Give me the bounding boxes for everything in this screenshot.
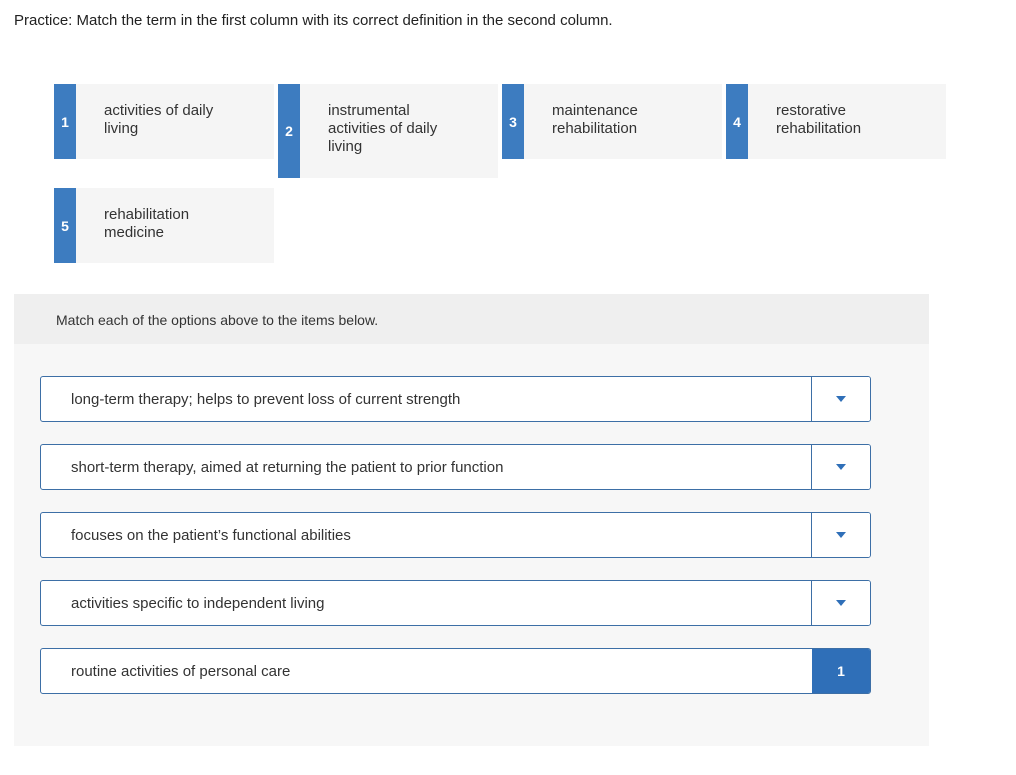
match-row-5 bbox=[40, 648, 871, 694]
match-statement: activities specific to independent living bbox=[71, 594, 325, 612]
option-card-1[interactable] bbox=[54, 84, 274, 159]
option-number: 2 bbox=[278, 84, 300, 178]
match-dropdown[interactable] bbox=[811, 377, 870, 421]
match-statement: long-term therapy; helps to prevent loss of current strength bbox=[71, 390, 461, 408]
match-row-1 bbox=[40, 376, 871, 422]
option-number: 1 bbox=[54, 84, 76, 159]
option-number: 5 bbox=[54, 188, 76, 263]
option-label: maintenance rehabilitation bbox=[552, 102, 638, 137]
chevron-down-icon bbox=[836, 600, 846, 606]
option-label: rehabilitation medicine bbox=[104, 206, 190, 241]
match-dropdown[interactable] bbox=[811, 513, 870, 557]
panel-heading: Match each of the options above to the items below. bbox=[14, 294, 929, 344]
option-number: 3 bbox=[502, 84, 524, 159]
match-dropdown[interactable] bbox=[811, 445, 870, 489]
match-dropdown[interactable] bbox=[811, 581, 870, 625]
option-number: 4 bbox=[726, 84, 748, 159]
option-label: instrumental activities of daily living bbox=[328, 102, 438, 155]
match-row-4 bbox=[40, 580, 871, 626]
match-statement: focuses on the patient’s functional abilities bbox=[71, 526, 351, 544]
matching-panel bbox=[14, 294, 929, 746]
option-card-5[interactable] bbox=[54, 188, 274, 263]
chevron-down-icon bbox=[836, 396, 846, 402]
chevron-down-icon bbox=[836, 532, 846, 538]
match-dropdown-selected[interactable]: 1 bbox=[812, 649, 870, 693]
option-card-4[interactable] bbox=[726, 84, 946, 159]
match-statement: short-term therapy, aimed at returning the patient to prior function bbox=[71, 458, 504, 476]
match-list bbox=[14, 344, 929, 746]
option-label: restorative rehabilitation bbox=[776, 102, 862, 137]
match-statement: routine activities of personal care bbox=[71, 662, 291, 680]
option-label: activities of daily living bbox=[104, 102, 214, 137]
chevron-down-icon bbox=[836, 464, 846, 470]
option-card-2[interactable] bbox=[278, 84, 498, 178]
match-row-3 bbox=[40, 512, 871, 558]
instructions-text: Practice: Match the term in the first column with its correct definition in the second column. bbox=[14, 12, 613, 29]
match-row-2 bbox=[40, 444, 871, 490]
option-card-3[interactable] bbox=[502, 84, 722, 159]
